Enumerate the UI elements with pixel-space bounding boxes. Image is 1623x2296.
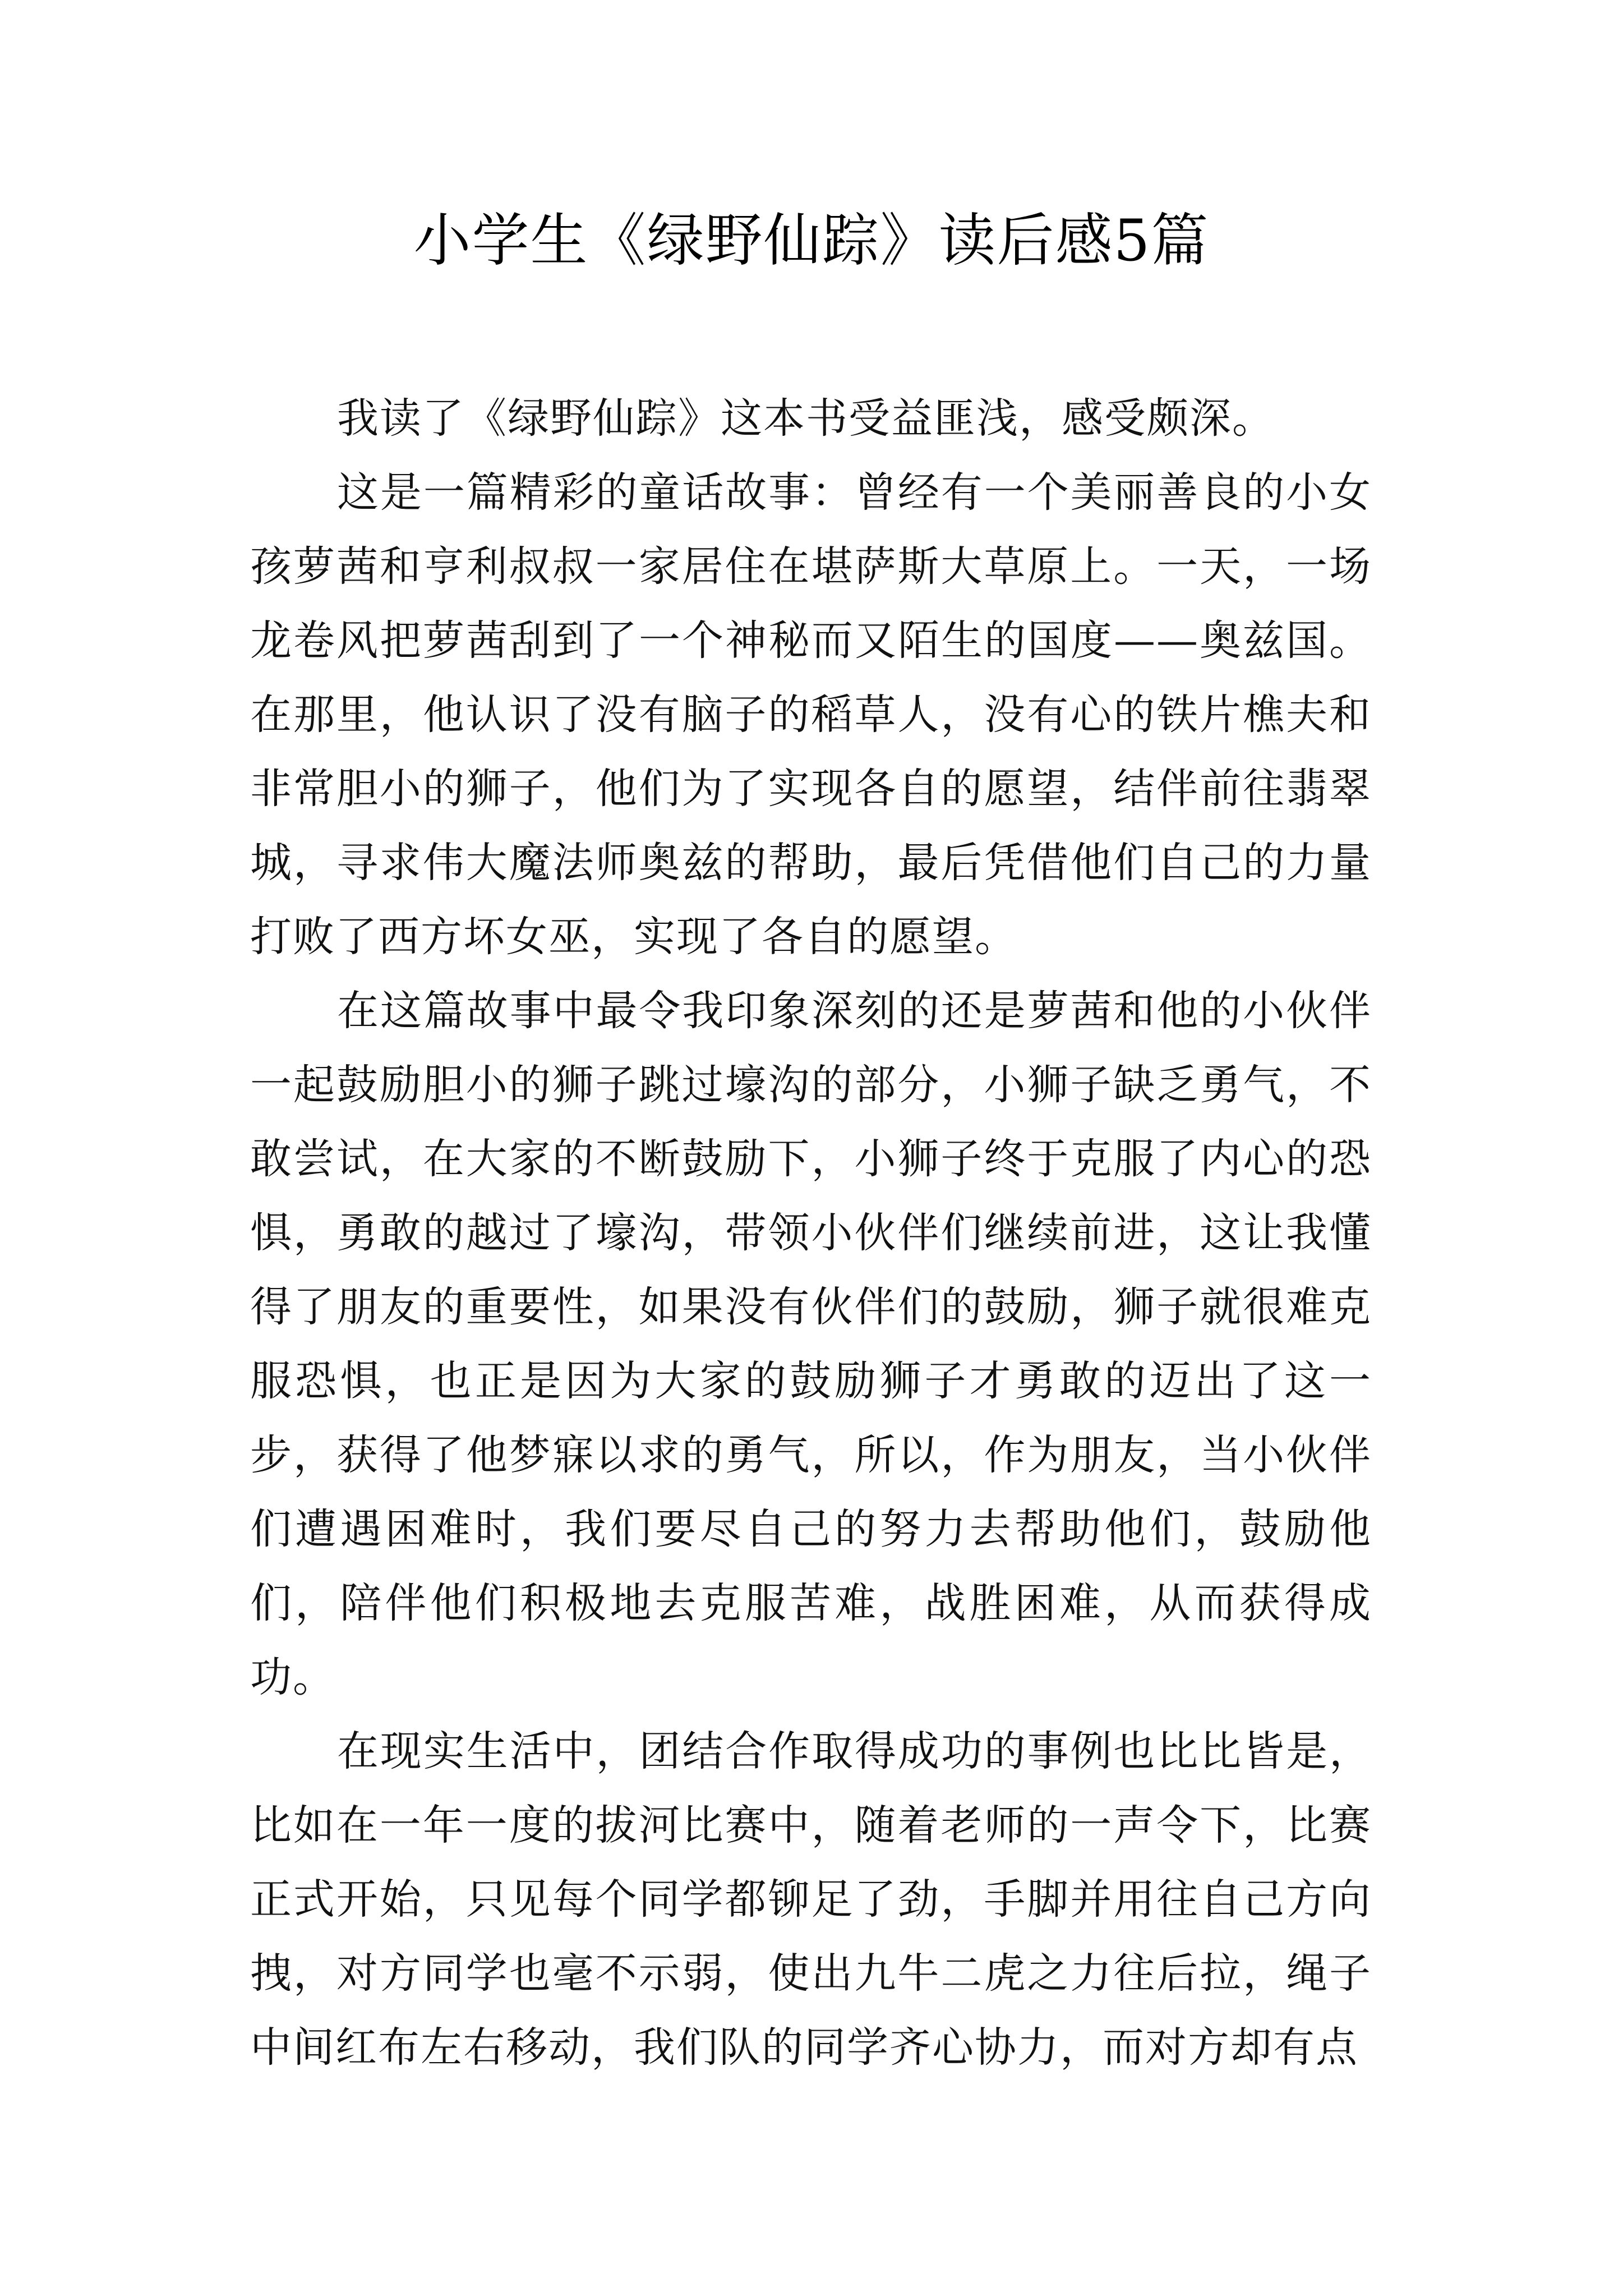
paragraph-4: 在现实生活中，团结合作取得成功的事例也比比皆是，比如在一年一度的拔河比赛中，随着老师的一声令下，比赛正式开始，只见每个同学都铆足了劲，手脚并用往自己方向拽，对方同学也毫不示弱，使出九牛二虎之力往后拉，绳子中间红布左右移动，我们队的同学齐心协力，而对方却有点: [250, 1727, 1372, 2072]
paragraph-3: 在这篇故事中最令我印象深刻的还是萝茜和他的小伙伴一起鼓励胆小的狮子跳过壕沟的部分，小狮子缺乏勇气，不敢尝试，在大家的不断鼓励下，小狮子终于克服了内心的恐惧，勇敢的越过了壕沟，带领小伙伴们继续前进，这让我懂得了朋友的重要性，如果没有伙伴们的鼓励，狮子就很难克服恐惧，也正是因为大家的鼓励狮子才勇敢的迈出了这一步，获得了他梦寐以求的勇气，所以，作为朋友，当小伙伴们遭遇困难时，我们要尽自己的努力去帮助他们，鼓励他们，陪伴他们积极地去克服苦难，战胜困难，从而获得成功。: [250, 987, 1372, 1701]
document-body: [250, 381, 1372, 2085]
document-title: 小学生《绿野仙踪》读后感5篇: [413, 208, 1210, 274]
paragraph-2: 这是一篇精彩的童话故事：曾经有一个美丽善良的小女孩萝茜和亨利叔叔一家居住在堪萨斯大草原上。一天，一场龙卷风把萝茜刮到了一个神秘而又陌生的国度——奥兹国。在那里，他认识了没有脑子的稻草人，没有心的铁片樵夫和非常胆小的狮子，他们为了实现各自的愿望，结伴前往翡翠城，寻求伟大魔法师奥兹的帮助，最后凭借他们自己的力量打败了西方坏女巫，实现了各自的愿望。: [250, 468, 1372, 961]
paragraph-1: 我读了《绿野仙踪》这本书受益匪浅，感受颇深。: [337, 394, 1275, 443]
